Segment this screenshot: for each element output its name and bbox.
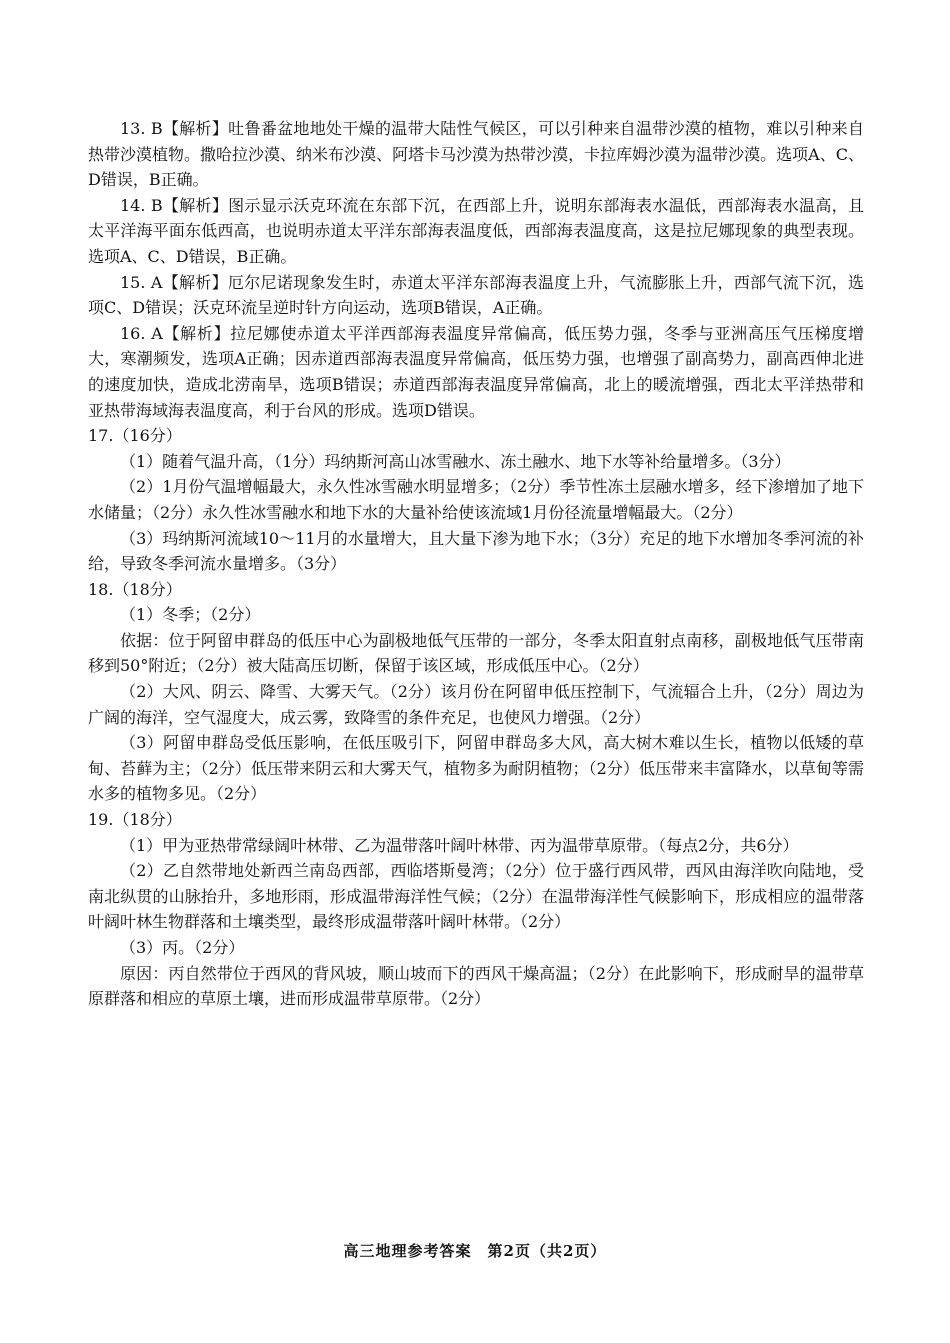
answer-paragraph-q17_3: （3）玛纳斯河流域10～11月的水量增大，且大量下渗为地下水；（3分）充足的地下水增加冬季河流的补给，导致冬季河流水量增多。（3分） xyxy=(88,528,864,574)
answer-paragraph-q19: 19.（18分） xyxy=(88,810,182,830)
page-footer: 高三地理参考答案 第2页（共2页） xyxy=(343,1242,607,1260)
answer-paragraph-q15: 15. A【解析】厄尔尼诺现象发生时，赤道太平洋东部海表温度上升，气流膨胀上升，西部气流下沉，选项C、D错误；沃克环流呈逆时针方向运动，选项B错误，A正确。 xyxy=(88,272,864,318)
answer-paragraph-q19_3: （3）丙。（2分） xyxy=(120,938,245,957)
answer-paragraph-q19_3b: 原因：丙自然带位于西风的背风坡，顺山坡而下的西风干燥高温；（2分）在此影响下，形成耐旱的温带草原群落和相应的草原土壤，进而形成温带草原带。（2分） xyxy=(88,963,864,1009)
answer-paragraph-q14: 14. B【解析】图示显示沃克环流在东部下沉，在西部上升，说明东部海表水温低，西部海表水温高，且太平洋海平面东低西高，也说明赤道太平洋东部海表温度低，西部海表温度高，这是拉尼娜现象的典型表现。选项A、C、D错误，B正确。 xyxy=(88,195,864,266)
answer-paragraph-q18: 18.（18分） xyxy=(88,579,182,599)
answer-paragraph-q18_1: （1）冬季；（2分） xyxy=(120,605,261,625)
answer-paragraph-q16: 16. A【解析】拉尼娜使赤道太平洋西部海表温度异常偏高，低压势力强，冬季与亚洲高压气压梯度增大，寒潮频发，选项A正确；因赤道西部海表温度异常偏高，低压势力强，也增强了副高势力，副高西伸北进的速度加快，造成北涝南旱，选项B错误；赤道西部海表温度异常偏高，北上的暖流增强，西北太平洋热带和亚热带海域海表温度高，利于台风的形成。选项D错误。 xyxy=(88,323,864,420)
answer-paragraph-q18_1b: 依据：位于阿留申群岛的低压中心为副极地低气压带的一部分，冬季太阳直射点南移，副极地低气压带南移到50°附近；（2分）被大陆高压切断，保留于该区域，形成低压中心。（2分） xyxy=(88,630,864,676)
answer-paragraph-q19_1: （1）甲为亚热带常绿阔叶林带、乙为温带落叶阔叶林带、丙为温带草原带。（每点2分，共6分） xyxy=(120,835,799,855)
answer-paragraph-q17_1: （1）随着气温升高，（1分）玛纳斯河高山冰雪融水、冻土融水、地下水等补给量增多。（3分） xyxy=(120,451,791,471)
answer-paragraph-q19_2: （2）乙自然带地处新西兰南岛西部，西临塔斯曼湾；（2分）位于盛行西风带，西风由海洋吹向陆地，受南北纵贯的山脉抬升，多地形雨，形成温带海洋性气候；（2分）在温带海洋性气候影响下，形成相应的温带落叶阔叶林生物群落和土壤类型，最终形成温带落叶阔叶林带。（2分） xyxy=(88,861,864,932)
answer-paragraph-q17_2: （2）1月份气温增幅最大，永久性冰雪融水明显增多；（2分）季节性冻土层融水增多，经下渗增加了地下水储量；（2分）永久性冰雪融水和地下水的大量补给使该流域1月份径流量增幅最大。（2分） xyxy=(88,477,864,522)
answer-paragraph-q18_3: （3）阿留申群岛受低压影响，在低压吸引下，阿留申群岛多大风，高大树木难以生长，植物以低矮的草甸、苔藓为主；（2分）低压带来阴云和大雾天气，植物多为耐阴植物；（2分）低压带来丰富降水，以草甸等需水多的植物多见。（2分） xyxy=(88,733,864,804)
answer-paragraph-q18_2: （2）大风、阴云、降雪、大雾天气。（2分）该月份在阿留申低压控制下，气流辐合上升，（2分）周边为广阔的海洋，空气湿度大，成云雾，致降雪的条件充足，也使风力增强。（2分） xyxy=(88,682,864,727)
answer-paragraph-q13: 13. B【解析】吐鲁番盆地地处干燥的温带大陆性气候区，可以引种来自温带沙漠的植物，难以引种来自热带沙漠植物。撒哈拉沙漠、纳米布沙漠、阿塔卡马沙漠为热带沙漠，卡拉库姆沙漠为温带沙漠。选项A、C、D错误，B正确。 xyxy=(88,119,864,190)
answer-paragraph-q17: 17.（16分） xyxy=(88,426,182,446)
answer-content xyxy=(88,116,864,1012)
